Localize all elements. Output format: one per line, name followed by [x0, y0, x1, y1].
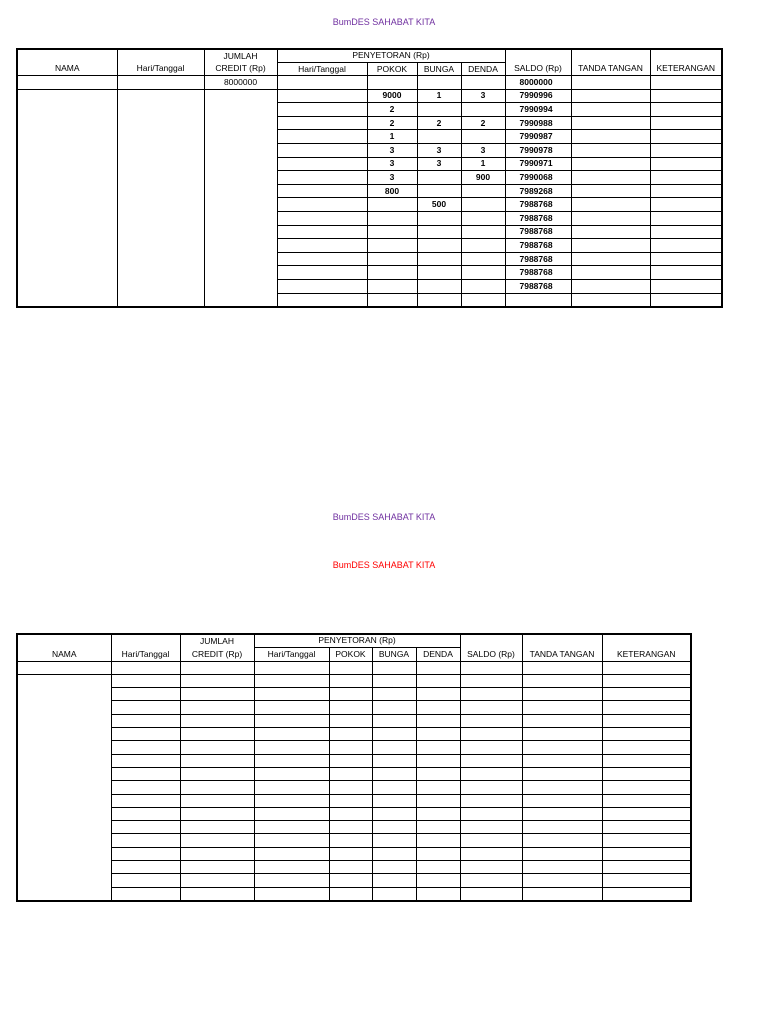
pokok-cell: 2 [367, 103, 417, 117]
pokok-cell [367, 293, 417, 307]
saldo-cell: 7990996 [505, 89, 571, 103]
saldo-cell [505, 293, 571, 307]
bunga-cell: 1 [417, 89, 461, 103]
denda-cell [461, 225, 505, 239]
header-hari-tanggal: Hari/Tanggal [111, 634, 180, 661]
ledger-table-2 [16, 633, 692, 902]
page-title-3: BumDES SAHABAT KITA [332, 560, 436, 570]
pokok-cell [367, 211, 417, 225]
header-denda: DENDA [461, 63, 505, 76]
bunga-cell: 2 [417, 116, 461, 130]
denda-cell [461, 184, 505, 198]
pokok-cell: 9000 [367, 89, 417, 103]
header-sub-hari-tanggal: Hari/Tanggal [277, 63, 367, 76]
header-credit: CREDIT (Rp) [204, 63, 277, 76]
bunga-cell: 3 [417, 143, 461, 157]
denda-cell [461, 198, 505, 212]
saldo-cell: 7990994 [505, 103, 571, 117]
denda-cell: 2 [461, 116, 505, 130]
credit-cell: 8000000 [204, 76, 277, 90]
table-row [17, 821, 691, 834]
pokok-cell: 3 [367, 171, 417, 185]
saldo-cell: 7988768 [505, 252, 571, 266]
header-penyetoran: PENYETORAN (Rp) [254, 634, 460, 648]
header-saldo: SALDO (Rp) [505, 49, 571, 76]
pokok-cell [367, 225, 417, 239]
saldo-cell: 7990971 [505, 157, 571, 171]
saldo-cell: 8000000 [505, 76, 571, 90]
denda-cell [461, 103, 505, 117]
bunga-cell [417, 293, 461, 307]
table-row [17, 861, 691, 874]
pokok-cell: 1 [367, 130, 417, 144]
denda-cell [461, 211, 505, 225]
page-title-2: BumDES SAHABAT KITA [332, 512, 436, 522]
pokok-cell [367, 198, 417, 212]
table-row [17, 688, 691, 701]
saldo-cell: 7990988 [505, 116, 571, 130]
header-saldo: SALDO (Rp) [460, 634, 522, 661]
bunga-cell [417, 252, 461, 266]
denda-cell [461, 252, 505, 266]
bunga-cell [417, 225, 461, 239]
table-row [17, 794, 691, 807]
bunga-cell [417, 171, 461, 185]
header-pokok: POKOK [329, 648, 372, 661]
header-bunga: BUNGA [372, 648, 416, 661]
table-row [17, 874, 691, 887]
table-row [17, 887, 691, 901]
denda-cell: 900 [461, 171, 505, 185]
bunga-cell [417, 239, 461, 253]
pokok-cell: 2 [367, 116, 417, 130]
table-row [17, 714, 691, 727]
saldo-cell: 7990068 [505, 171, 571, 185]
denda-cell [461, 266, 505, 280]
header-tanda-tangan: TANDA TANGAN [522, 634, 602, 661]
header-credit: CREDIT (Rp) [180, 648, 254, 661]
page-title-1: BumDES SAHABAT KITA [332, 17, 436, 27]
saldo-cell: 7988768 [505, 266, 571, 280]
denda-cell [461, 130, 505, 144]
header-jumlah: JUMLAH [204, 49, 277, 63]
bunga-cell: 500 [417, 198, 461, 212]
saldo-cell: 7988768 [505, 211, 571, 225]
pokok-cell [367, 239, 417, 253]
header-hari-tanggal: Hari/Tanggal [117, 49, 204, 76]
table-row [17, 754, 691, 767]
bunga-cell [417, 130, 461, 144]
bunga-cell [417, 279, 461, 293]
header-sub-hari-tanggal: Hari/Tanggal [254, 648, 329, 661]
pokok-cell: 3 [367, 157, 417, 171]
pokok-cell [367, 266, 417, 280]
table-row [17, 701, 691, 714]
denda-cell: 3 [461, 89, 505, 103]
header-jumlah: JUMLAH [180, 634, 254, 648]
bunga-cell [417, 211, 461, 225]
saldo-cell: 7988768 [505, 239, 571, 253]
denda-cell [461, 293, 505, 307]
saldo-cell: 7988768 [505, 225, 571, 239]
table-row [17, 741, 691, 754]
table-row [17, 728, 691, 741]
header-denda: DENDA [416, 648, 460, 661]
table-row [17, 807, 691, 820]
table-row [17, 76, 722, 90]
header-nama: NAMA [17, 634, 111, 661]
header-tanda-tangan: TANDA TANGAN [571, 49, 650, 76]
pokok-cell [367, 279, 417, 293]
pokok-cell [367, 252, 417, 266]
pokok-cell: 3 [367, 143, 417, 157]
header-nama: NAMA [17, 49, 117, 76]
header-keterangan: KETERANGAN [650, 49, 722, 76]
header-pokok: POKOK [367, 63, 417, 76]
denda-cell [461, 279, 505, 293]
bunga-cell [417, 103, 461, 117]
pokok-cell: 800 [367, 184, 417, 198]
saldo-cell: 7989268 [505, 184, 571, 198]
saldo-cell: 7990987 [505, 130, 571, 144]
table-row [17, 834, 691, 847]
bunga-cell [417, 266, 461, 280]
denda-cell [461, 239, 505, 253]
saldo-cell: 7990978 [505, 143, 571, 157]
header-bunga: BUNGA [417, 63, 461, 76]
table-row [17, 767, 691, 780]
header-keterangan: KETERANGAN [602, 634, 691, 661]
table-row [17, 781, 691, 794]
table-row [17, 847, 691, 860]
bunga-cell [417, 184, 461, 198]
denda-cell: 3 [461, 143, 505, 157]
saldo-cell: 7988768 [505, 198, 571, 212]
ledger-table-1 [16, 48, 723, 308]
table-row [17, 89, 722, 103]
saldo-cell: 7988768 [505, 279, 571, 293]
bunga-cell: 3 [417, 157, 461, 171]
denda-cell: 1 [461, 157, 505, 171]
table-row [17, 674, 691, 687]
header-penyetoran: PENYETORAN (Rp) [277, 49, 505, 63]
table-row [17, 661, 691, 674]
